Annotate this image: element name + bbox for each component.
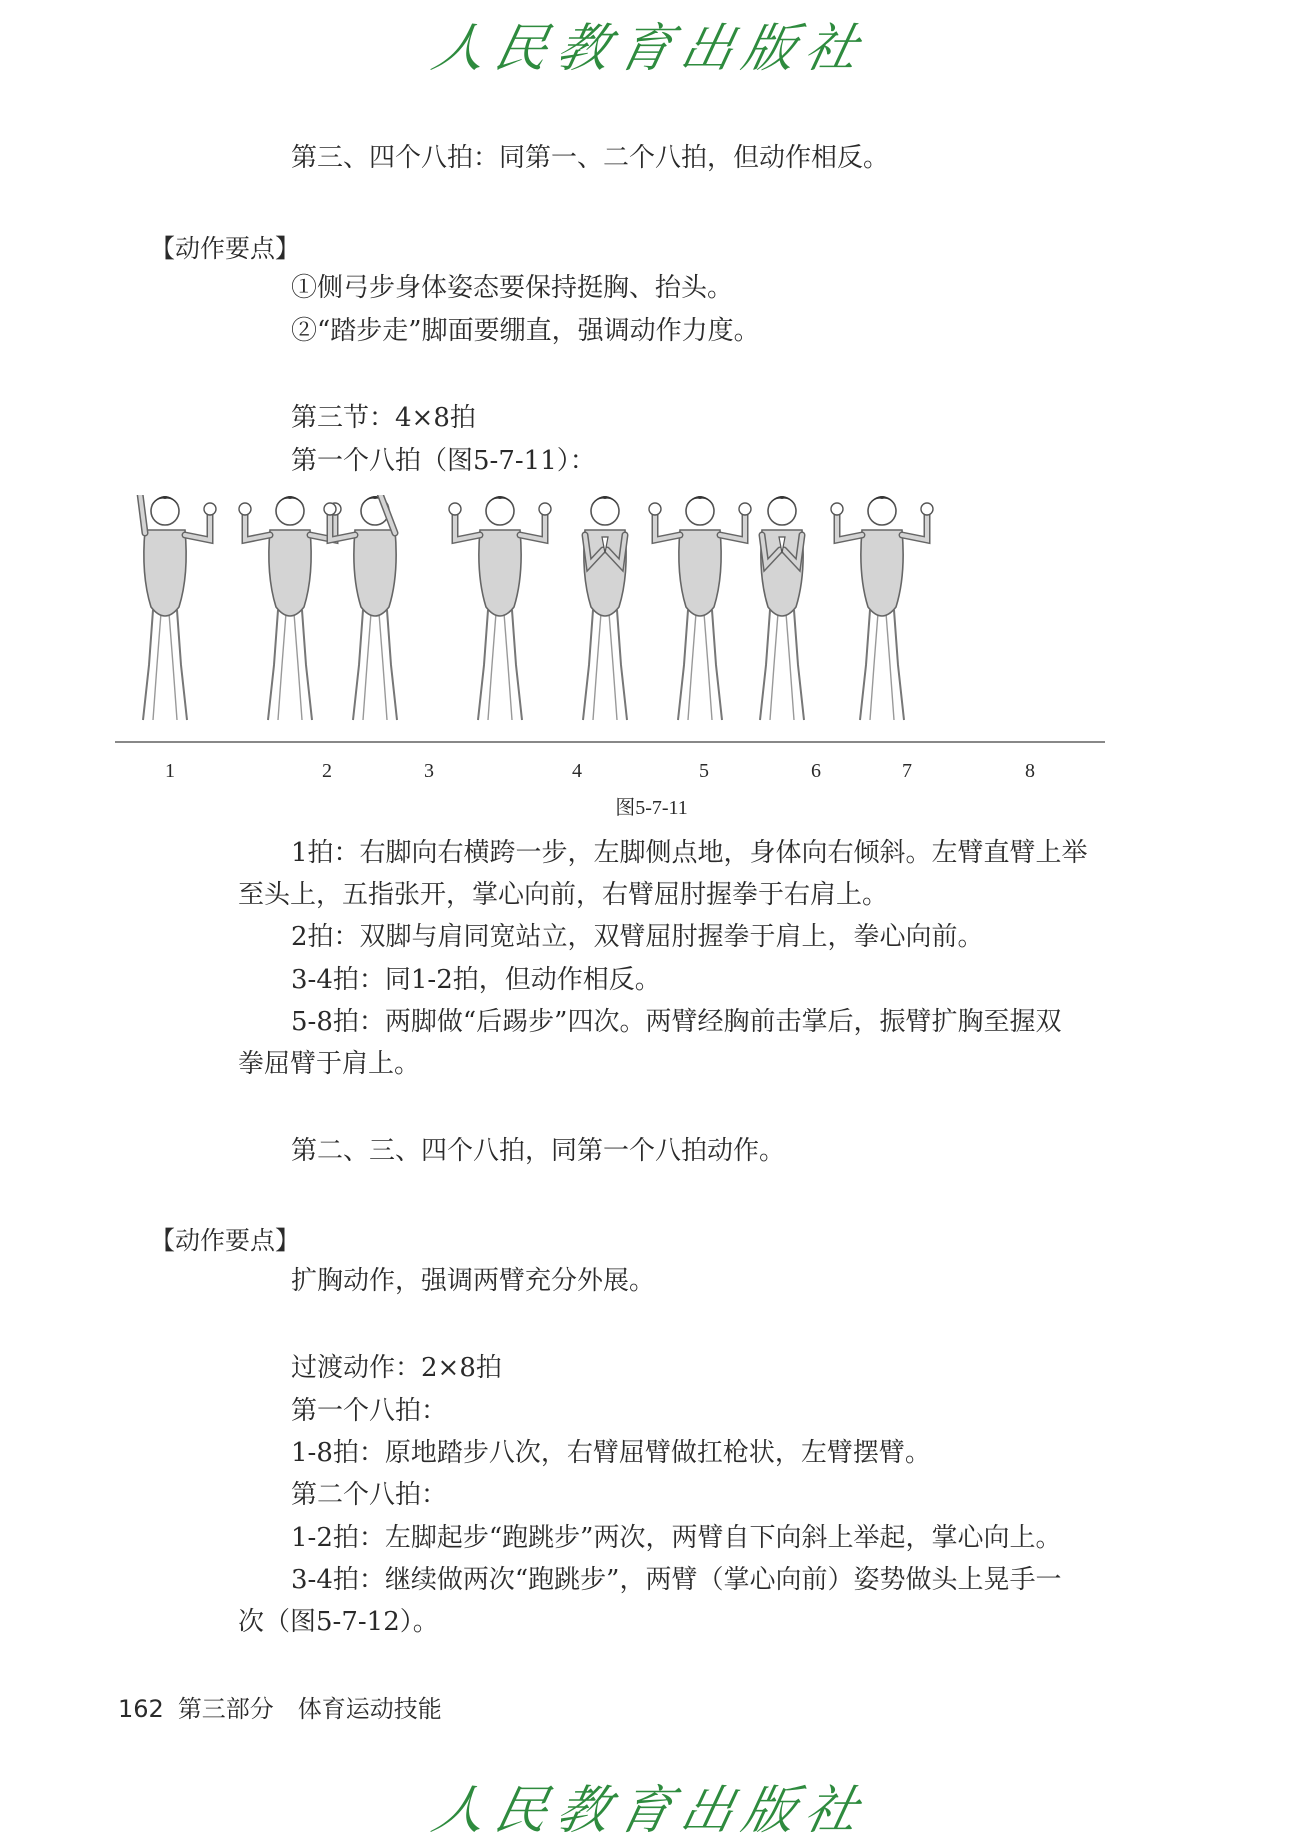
footer-section-title: 第三部分 体育运动技能 (177, 1695, 442, 1723)
beat-label: 2 (322, 760, 332, 782)
exercise-figure (110, 495, 1110, 785)
pose-figure-5 (583, 495, 627, 720)
paragraph-line: 第三节：4×8拍 (291, 403, 476, 433)
paragraph-line: 第三、四个八拍：同第一、二个八拍，但动作相反。 (291, 143, 890, 173)
paragraph-line: 第一个八拍（图5-7-11）： (291, 446, 596, 476)
beat-label: 8 (1025, 760, 1035, 782)
beat-label: 1 (165, 760, 175, 782)
publisher-watermark-bottom: 人民教育出版社 (426, 1781, 874, 1841)
pose-figure-7 (760, 495, 804, 720)
publisher-watermark-top: 人民教育出版社 (426, 19, 874, 79)
paragraph-line: 1-8拍：原地踏步八次，右臂屈臂做扛枪状，左臂摆臂。 (291, 1438, 931, 1468)
paragraph-line: 次（图5-7-12）。 (238, 1607, 439, 1637)
beat-label: 7 (902, 760, 912, 782)
page-number: 162 (118, 1695, 164, 1723)
section-heading: 【动作要点】 (150, 1226, 301, 1255)
paragraph-line: 5-8拍：两脚做“后踢步”四次。两臂经胸前击掌后，振臂扩胸至握双 (291, 1007, 1062, 1037)
pose-figure-4 (449, 495, 551, 720)
paragraph-line: 第二个八拍： (291, 1480, 448, 1510)
paragraph-line: 2拍：双脚与肩同宽站立，双臂屈肘握拳于肩上，拳心向前。 (291, 922, 984, 952)
pose-figure-6 (649, 495, 751, 720)
paragraph-line: ①侧弓步身体姿态要保持挺胸、抬头。 (291, 273, 734, 303)
pose-figure-8 (831, 495, 933, 720)
beat-label: 3 (424, 760, 434, 782)
paragraph-line: 1-2拍：左脚起步“跑跳步”两次，两臂自下向斜上举起，掌心向上。 (291, 1523, 1062, 1553)
paragraph-line: 至头上，五指张开，掌心向前，右臂屈肘握拳于右肩上。 (238, 880, 889, 910)
paragraph-line: 第二、三、四个八拍，同第一个八拍动作。 (291, 1136, 786, 1166)
paragraph-line: 1拍：右脚向右横跨一步，左脚侧点地，身体向右倾斜。左臂直臂上举 (291, 838, 1088, 868)
paragraph-line: 3-4拍：同1-2拍，但动作相反。 (291, 965, 661, 995)
beat-label: 6 (811, 760, 821, 782)
paragraph-line: 第一个八拍： (291, 1396, 448, 1426)
pose-figure-2 (239, 495, 341, 720)
pose-figure-1 (131, 495, 216, 720)
figure-caption: 图5-7-11 (615, 797, 688, 819)
section-heading: 【动作要点】 (150, 234, 301, 263)
paragraph-line: ②“踏步走”脚面要绷直，强调动作力度。 (291, 316, 760, 346)
paragraph-line: 拳屈臂于肩上。 (238, 1049, 421, 1079)
beat-label: 4 (572, 760, 582, 782)
paragraph-line: 3-4拍：继续做两次“跑跳步”，两臂（掌心向前）姿势做头上晃手一 (291, 1565, 1062, 1595)
page-footer (118, 1689, 442, 1724)
paragraph-line: 扩胸动作，强调两臂充分外展。 (291, 1266, 656, 1296)
beat-label: 5 (699, 760, 709, 782)
paragraph-line: 过渡动作：2×8拍 (291, 1353, 502, 1383)
